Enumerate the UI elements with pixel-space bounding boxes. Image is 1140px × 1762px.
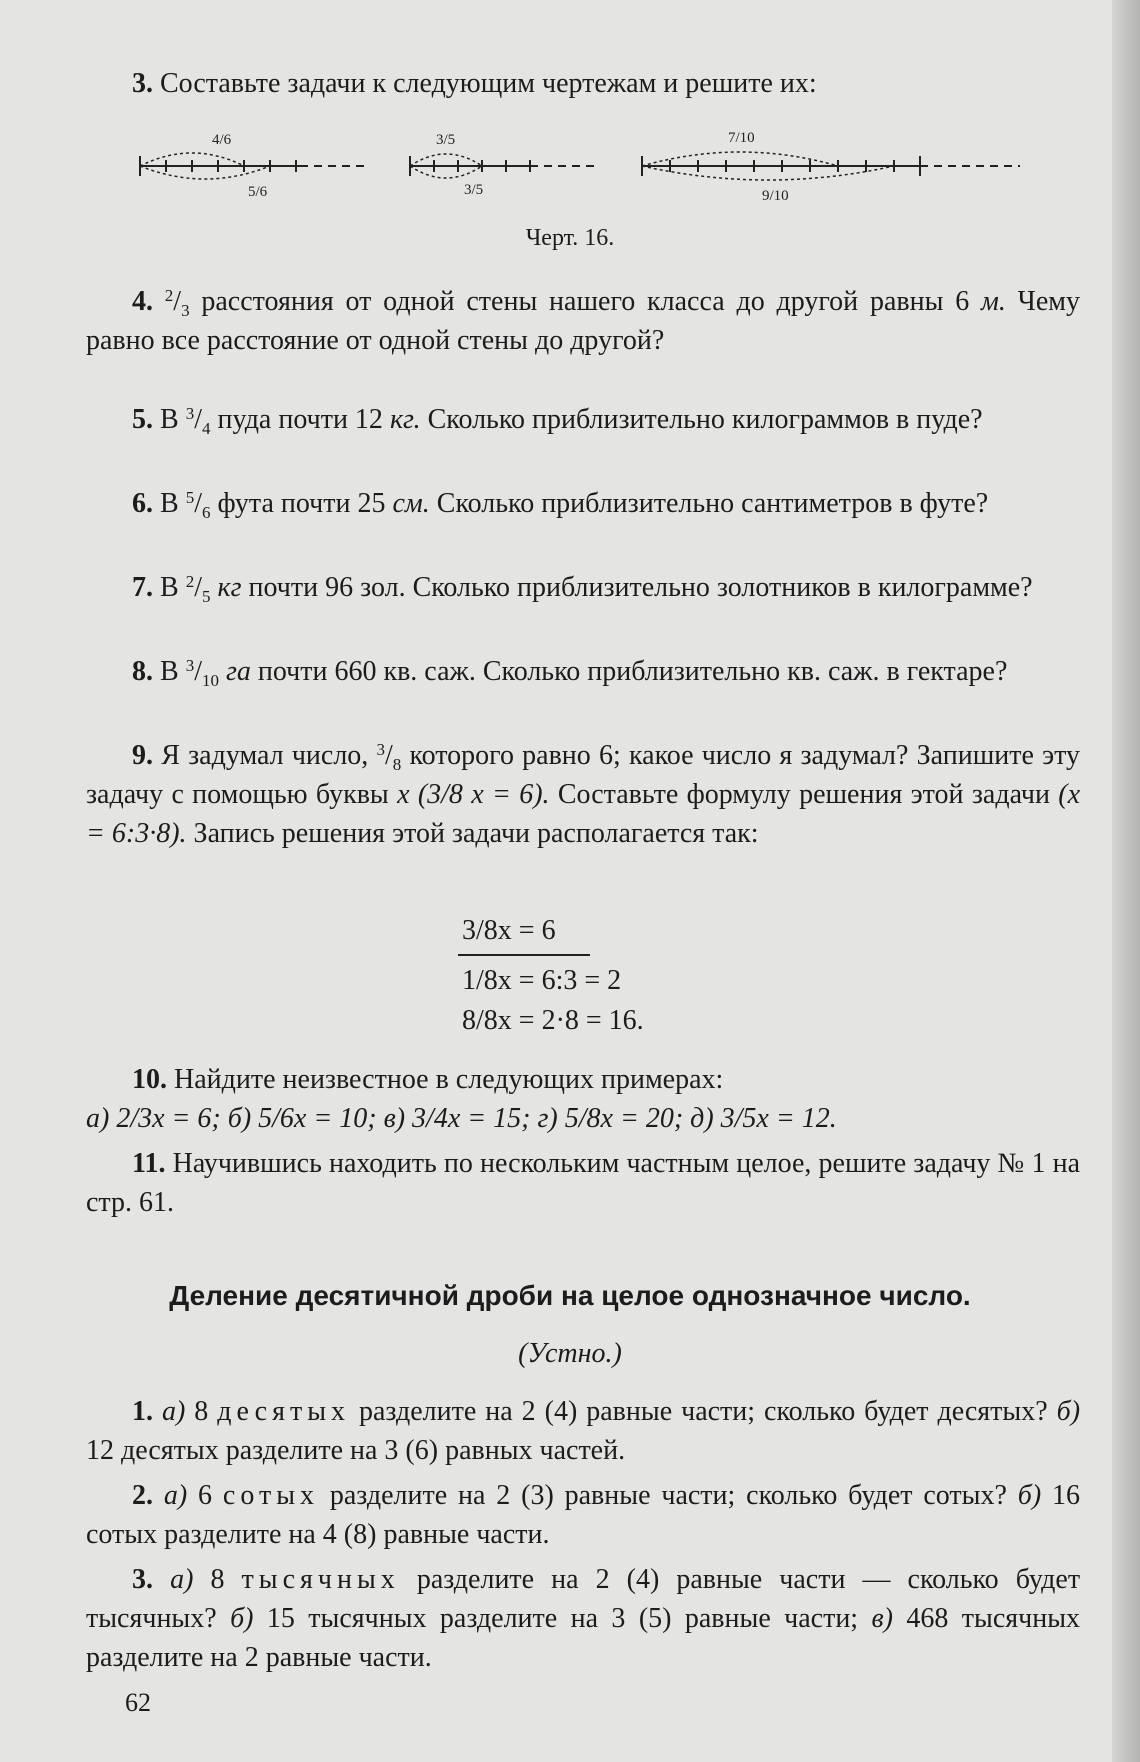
problem-number: 10. bbox=[132, 1064, 167, 1095]
problem-number: 6. bbox=[132, 488, 153, 519]
question-text: 12 десятых разделите на 3 (6) равных частей. bbox=[86, 1435, 626, 1466]
question-2 bbox=[86, 1476, 1080, 1554]
problem-text: Сколько приблизительно сантиметров в футе? bbox=[436, 488, 989, 519]
fraction-denominator: 10 bbox=[201, 671, 219, 690]
fraction-numerator: 3 bbox=[376, 740, 385, 759]
item-marker: б) bbox=[1056, 1396, 1081, 1427]
section-heading: Деление десятичной дроби на целое однозначное число. bbox=[169, 1280, 971, 1311]
problem-number: 11. bbox=[132, 1148, 166, 1179]
problem-text: Научившись находить по нескольким частным целое, решите задачу № 1 на стр. 61. bbox=[86, 1148, 1080, 1218]
question-text: 15 тысячных разделите на 3 (5) равные части; bbox=[266, 1603, 859, 1634]
problem-number: 5. bbox=[132, 404, 153, 435]
question-text: 6 bbox=[198, 1480, 213, 1511]
question-1 bbox=[86, 1392, 1080, 1470]
problem-text: Составьте задачи к следующим чертежам и решите их: bbox=[160, 68, 817, 99]
problem-3 bbox=[86, 64, 1080, 103]
fraction-label: 3/5 bbox=[436, 132, 456, 148]
fraction-denominator: 8 bbox=[392, 755, 402, 774]
equation-line-1: 3/8x = 6 bbox=[462, 915, 556, 946]
problem-11 bbox=[86, 1144, 1080, 1222]
section-subheading: (Устно.) bbox=[518, 1338, 622, 1369]
segment-diagram-2 bbox=[410, 154, 600, 178]
question-text: 16 сотых разделите на 4 (8) равные части. bbox=[86, 1480, 1081, 1550]
segment-diagrams bbox=[130, 128, 1030, 208]
problem-text: Я задумал число, bbox=[161, 740, 369, 771]
problem-text: Составьте формулу решения этой задачи bbox=[557, 779, 1050, 810]
segment-diagram-3 bbox=[642, 152, 1020, 180]
problem-text: В bbox=[160, 488, 179, 519]
problem-text: Найдите неизвестное в следующих примерах: bbox=[174, 1064, 724, 1095]
fraction-label: 7/10 bbox=[728, 130, 755, 146]
equation-line-2: 1/8x = 6:3 = 2 bbox=[462, 965, 622, 996]
problem-text: В bbox=[160, 656, 179, 687]
unit: см. bbox=[392, 488, 430, 519]
problem-number: 7. bbox=[132, 572, 153, 603]
fraction-numerator: 5 bbox=[185, 488, 195, 507]
problem-number: 9. bbox=[132, 740, 153, 771]
problem-text: Чему равно все расстояние от одной стены до другой? bbox=[86, 286, 1081, 356]
problem-text: которого равно 6; какое число я задумал? Запишите эту задачу с помощью буквы bbox=[86, 740, 1080, 810]
question-number: 3. bbox=[132, 1564, 153, 1595]
question-text: 8 bbox=[194, 1396, 209, 1427]
unit: га bbox=[225, 656, 251, 687]
problem-text: пуда почти 12 bbox=[217, 404, 383, 435]
fraction-numerator: 3 bbox=[185, 404, 195, 423]
examples-line: а) 2/3x = 6; б) 5/6x = 10; в) 3/4x = 15; г) 5/8x = 20; д) 3/5x = 12. bbox=[86, 1103, 837, 1134]
formula: (x = 6:3·8). bbox=[86, 779, 1081, 849]
unit: кг bbox=[217, 572, 242, 603]
problem-text: расстояния от одной стены нашего класса до другой равны 6 bbox=[201, 286, 970, 317]
question-3 bbox=[86, 1560, 1080, 1677]
problem-9: 9. Я задумал число, $^3/_8$ которого равно 6; какое число я задумал? Запишите эту задачу с помощью буквы x (3/8 x = 6). Составьте формулу решения этой задачи (x = 6:3·8). Запись решения этой задачи располагается так: bbox=[86, 740, 1081, 849]
question-text: разделите на 2 (4) равные части — сколько будет тысячных? bbox=[86, 1564, 1081, 1634]
fraction-numerator: 2 bbox=[164, 286, 174, 305]
problem-10 bbox=[86, 1060, 1080, 1138]
fraction-denominator: 5 bbox=[201, 587, 211, 606]
fraction-label: 9/10 bbox=[762, 188, 789, 204]
problem-text: Сколько приблизительно килограммов в пуде? bbox=[427, 404, 983, 435]
fraction-denominator: 4 bbox=[201, 419, 211, 438]
question-number: 2. bbox=[132, 1480, 153, 1511]
problem-number: 8. bbox=[132, 656, 153, 687]
formula: (3/8 x = 6). bbox=[417, 779, 550, 810]
spaced-word: десятых bbox=[217, 1396, 351, 1427]
equation-line-3: 8/8x = 2·8 = 16. bbox=[462, 1005, 644, 1036]
item-marker: а) bbox=[161, 1396, 186, 1427]
page-edge bbox=[1112, 0, 1140, 1762]
question-text: 8 bbox=[210, 1564, 225, 1595]
figure-caption: Черт. 16. bbox=[525, 225, 615, 251]
problem-4: 4. $^2/_3$ расстояния от одной стены нашего класса до другой равны 6 м. Чему равно все расстояние от одной стены до другой? bbox=[86, 286, 1081, 356]
unit: кг. bbox=[389, 404, 421, 435]
spaced-word: сотых bbox=[222, 1480, 320, 1511]
problem-8: 8. В $^3/_{10}$ га почти 660 кв. саж. Сколько приблизительно кв. саж. в гектаре? bbox=[132, 656, 1008, 690]
fraction-label: 3/5 bbox=[464, 182, 484, 198]
problem-text: В bbox=[160, 572, 179, 603]
fraction-numerator: 3 bbox=[185, 656, 195, 675]
fraction-denominator: 6 bbox=[201, 503, 211, 522]
problem-text: В bbox=[160, 404, 179, 435]
item-marker: б) bbox=[1017, 1480, 1042, 1511]
problem-7: 7. В $^2/_5$ кг почти 96 зол. Сколько приблизительно золотников в килограмме? bbox=[132, 572, 1033, 606]
segment-diagram-1 bbox=[140, 153, 370, 179]
fraction-label: 4/6 bbox=[212, 132, 232, 148]
problem-6: 6. В $^5/_6$ фута почти 25 см. Сколько приблизительно сантиметров в футе? bbox=[132, 488, 989, 522]
item-marker: б) bbox=[230, 1603, 254, 1634]
variable: x bbox=[397, 779, 410, 810]
question-text: разделите на 2 (4) равные части; сколько будет десятых? bbox=[359, 1396, 1048, 1427]
item-marker: а) bbox=[163, 1480, 188, 1511]
question-text: разделите на 2 (3) равные части; сколько будет сотых? bbox=[329, 1480, 1007, 1511]
problem-number: 4. bbox=[132, 286, 153, 317]
unit: м. bbox=[981, 286, 1006, 317]
fraction-denominator: 3 bbox=[181, 301, 190, 320]
problem-text: почти 660 кв. саж. Сколько приблизительно кв. саж. в гектаре? bbox=[257, 656, 1008, 687]
problem-text: почти 96 зол. Сколько приблизительно золотников в килограмме? bbox=[248, 572, 1033, 603]
problem-number: 3. bbox=[132, 68, 153, 99]
question-number: 1. bbox=[132, 1396, 153, 1427]
spaced-word: тысячных bbox=[241, 1564, 400, 1595]
page-number: 62 bbox=[125, 1688, 151, 1717]
item-marker: в) bbox=[871, 1603, 893, 1634]
fraction-numerator: 2 bbox=[185, 572, 195, 591]
problem-5: 5. В $^3/_4$ пуда почти 12 кг. Сколько приблизительно килограммов в пуде? bbox=[132, 404, 983, 438]
question-text: 468 тысячных разделите на 2 равные части. bbox=[86, 1603, 1081, 1673]
problem-text: Запись решения этой задачи располагается так: bbox=[193, 818, 759, 849]
problem-text: фута почти 25 bbox=[217, 488, 386, 519]
item-marker: а) bbox=[170, 1564, 194, 1595]
fraction-label: 5/6 bbox=[248, 184, 268, 200]
equation-rule bbox=[458, 954, 590, 956]
